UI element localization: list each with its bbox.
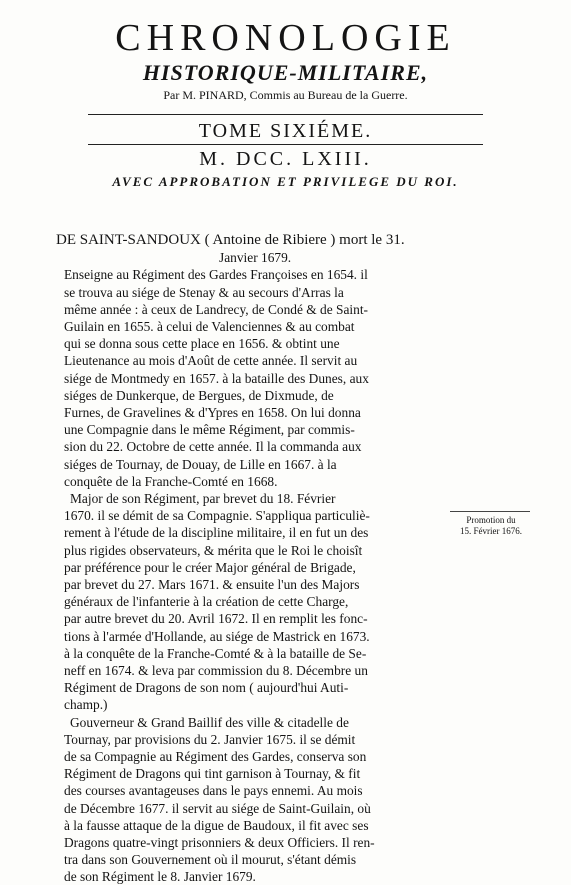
entry-text-line: rement à l'étude de la discipline militaire, il en fut un des [64, 525, 369, 541]
entry-text-line: Tournay, par provisions du 2. Janvier 1675. il se démit [64, 731, 356, 747]
entry-text-line: Dragons quatre-vingt prisonniers & deux Officiers. Il ren- [64, 835, 375, 850]
entry-text-line: une Compagnie dans le même Régiment, par commis- [64, 422, 355, 438]
entry-text-line: Gouverneur & Grand Baillif des ville & citadelle de [70, 714, 349, 730]
entry-text-line: champ.) [64, 697, 108, 713]
entry-heading-line: DE SAINT-SANDOUX ( Antoine de Ribiere ) mort le 31. [56, 232, 405, 248]
margin-note [452, 515, 530, 537]
entry-text-line: siéges de Dunkerque, de Bergues, de Dixmude, de [64, 387, 334, 403]
margin-note-rule [450, 511, 530, 512]
entry-text-line: par préférence pour le créer Major général de Brigade, [64, 559, 356, 575]
margin-note-line-2: 15. Février 1676. [460, 526, 522, 536]
book-title: CHRONOLOGIE [115, 17, 456, 59]
entry-text-line: généraux de l'infanterie à la création de cette Charge, [64, 594, 349, 610]
entry-text-line: qui se donna sous cette place en 1656. & obtint une [64, 336, 340, 352]
entry-text-line: 1670. il se démit de sa Compagnie. S'appliqua particuliè- [64, 508, 370, 524]
entry-text-line: tra dans son Gouvernement où il mourut, s'étant démis [64, 852, 357, 868]
header-rule-top [88, 114, 483, 115]
entry-text-line: sion du 22. Octobre de cette année. Il la commanda aux [64, 439, 362, 455]
margin-note-line-1: Promotion du [466, 515, 516, 525]
entry-text-line: neff en 1674. & leva par commission du 8. Décembre un [64, 663, 368, 678]
entry-text-line: plus rigides observateurs, & mérita que le Roi le choisît [64, 542, 363, 558]
entry-text-line: de son Régiment le 8. Janvier 1679. [64, 869, 256, 885]
entry-text-line: Enseigne au Régiment des Gardes Françoises en 1654. il [64, 267, 368, 283]
entry-text-line: à la conquête de la Franche-Comté & à la bataille de Se- [64, 645, 367, 661]
author-line: Par M. PINARD, Commis au Bureau de la Guerre. [163, 88, 408, 102]
tome-label: TOME SIXIÉME. [198, 120, 373, 142]
entry-text-line: même année : à ceux de Landrecy, de Condé & de Saint- [64, 301, 369, 317]
entry-text-line: siége de Montmedy en 1657. à la bataille des Dunes, aux [64, 370, 369, 386]
entry-text-line: se trouva au siége de Stenay & au secours d'Arras la [64, 284, 344, 300]
entry-text-line: par brevet du 27. Mars 1671. & ensuite l'un des Majors [64, 577, 360, 592]
entry-text-line: Major de son Régiment, par brevet du 18. Février [70, 491, 336, 506]
approbation-line: AVEC APPROBATION ET PRIVILEGE DU ROI. [112, 174, 459, 189]
entry-text-line: Furnes, de Gravelines & d'Ypres en 1658. On lui donna [64, 405, 361, 420]
entry-text-line: par autre brevet du 20. Avril 1672. Il en remplit les fonc- [64, 611, 368, 627]
entry-text-line: des courses avantageuses dans le pays ennemi. Au mois [64, 783, 363, 799]
entry-text-line: Régiment de Dragons de son nom ( aujourd'hui Auti- [64, 680, 349, 696]
entry-text-line: conquête de la Franche-Comté en 1668. [64, 473, 278, 489]
book-subtitle: HISTORIQUE-MILITAIRE, [142, 60, 429, 85]
entry-text-line: siéges de Tournay, de Douay, de Lille en 1667. à la [64, 456, 337, 472]
entry-text-line: de Décembre 1677. il servit au siége de Saint-Guilain, où [64, 800, 371, 816]
entry-text-line: à la fausse attaque de la digue de Baudoux, il fit avec ses [64, 817, 369, 833]
entry-text-line: Guilain en 1655. à celui de Valenciennes & au combat [64, 319, 355, 334]
header-rule-middle [88, 144, 483, 145]
year-label: M. DCC. LXIII. [199, 148, 372, 170]
entry-text-line: Régiment de Dragons qui tint garnison à Tournay, & fit [64, 766, 361, 782]
entry-text-line: Lieutenance au mois d'Août de cette année. Il servit au [64, 353, 358, 369]
entry-text-line: tions à l'armée d'Hollande, au siége de Mastrick en 1673. [64, 628, 370, 644]
entry-text-line: Janvier 1679. [219, 250, 292, 266]
entry-text-line: de sa Compagnie au Régiment des Gardes, conserva son [64, 749, 367, 764]
